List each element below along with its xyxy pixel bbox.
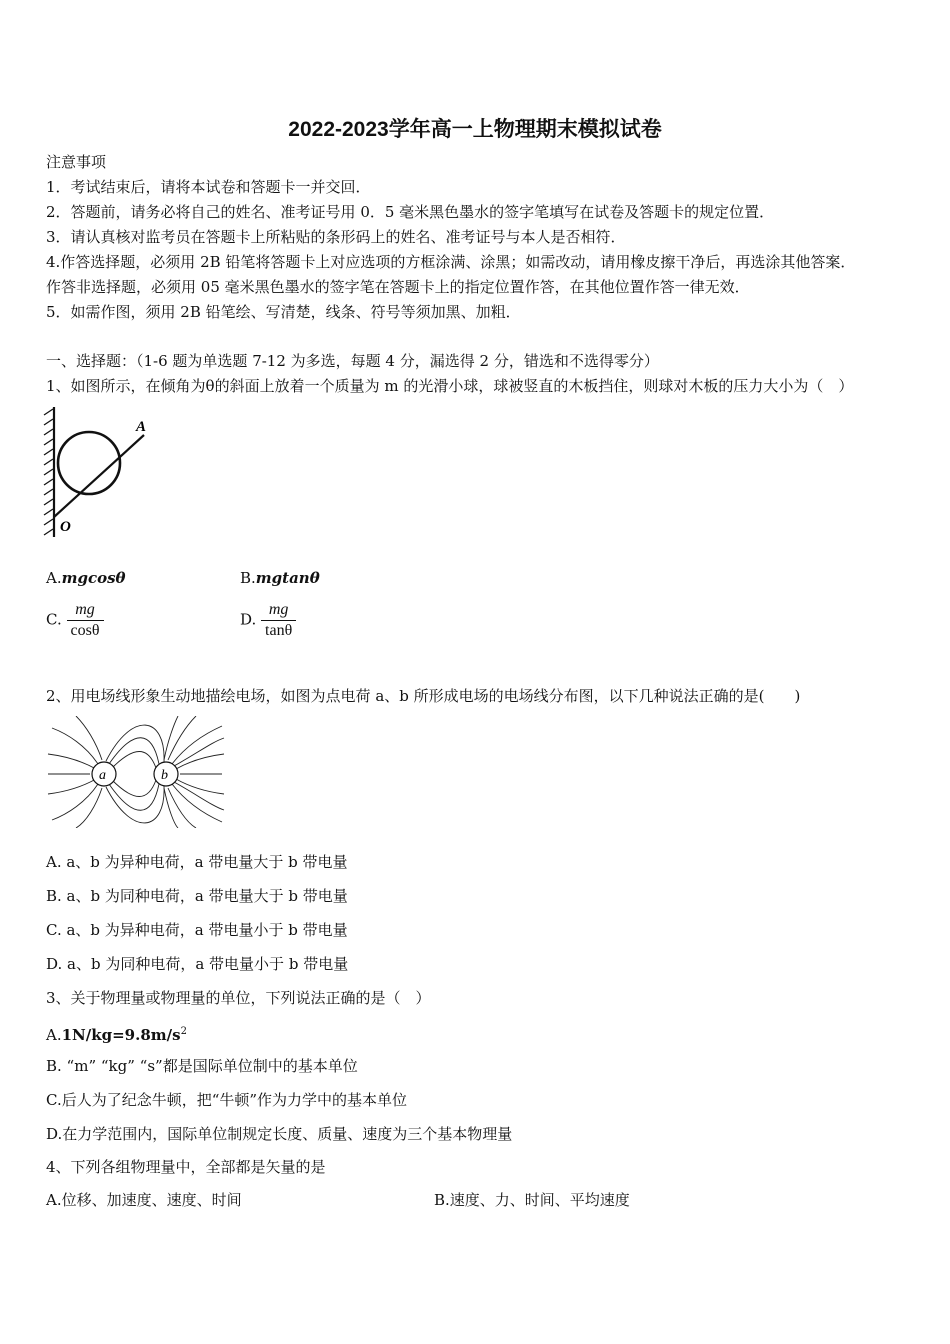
question-4-stem: 4、下列各组物理量中，全部都是矢量的是 — [46, 1158, 326, 1176]
q3-option-a[interactable] — [46, 1022, 187, 1045]
numerator: mg — [67, 600, 104, 621]
incline-ball-figure — [40, 405, 160, 545]
option-prefix: A. — [46, 1026, 62, 1044]
q2-option-b[interactable]: B. a、b 为同种电荷，a 带电量大于 b 带电量 — [46, 887, 348, 905]
charge-a-label: a — [99, 768, 106, 783]
q2-option-a[interactable]: A. a、b 为异种电荷，a 带电量大于 b 带电量 — [46, 853, 348, 871]
q3-option-d[interactable]: D.在力学范围内，国际单位制规定长度、质量、速度为三个基本物理量 — [46, 1125, 513, 1143]
notice-item: 3．请认真核对监考员在答题卡上所粘贴的条形码上的姓名、准考证号与本人是否相符． — [46, 228, 626, 246]
label-a: A — [136, 419, 147, 435]
wall-hatching — [44, 409, 53, 535]
charge-b-label: b — [161, 768, 168, 783]
q4-option-a[interactable]: A.位移、加速度、速度、时间 — [46, 1191, 242, 1209]
q1-option-a[interactable] — [46, 568, 126, 588]
option-prefix: A. — [46, 569, 62, 587]
notice-item: 2．答题前，请务必将自己的姓名、准考证号用 0．5 毫米黑色墨水的签字笔填写在试卷及答题卡的规定位置． — [46, 203, 775, 221]
q1-option-b[interactable] — [240, 568, 320, 588]
section-heading: 一、选择题：（1-6 题为单选题 7-12 为多选，每题 4 分，漏选得 2 分，错选和不选得零分） — [46, 352, 659, 370]
option-text: mgtanθ — [255, 569, 320, 587]
option-text: mgcosθ — [61, 569, 126, 587]
option-text: 1N/kg=9.8m/s — [61, 1026, 181, 1044]
notice-heading: 注意事项 — [46, 153, 107, 171]
page-title: 2022-2023学年高一上物理期末模拟试卷 — [288, 118, 662, 141]
notice-item: 作答非选择题，必须用 05 毫米黑色墨水的签字笔在答题卡上的指定位置作答，在其他位置作答一律无效． — [46, 278, 750, 296]
fraction — [261, 600, 296, 641]
denominator: cosθ — [70, 622, 100, 639]
incline-line — [54, 435, 144, 517]
q3-option-c[interactable]: C.后人为了纪念牛顿，把“牛顿”作为力学中的基本单位 — [46, 1091, 408, 1109]
field-lines — [48, 716, 224, 828]
q1-option-c[interactable] — [46, 600, 104, 641]
notice-item: 5．如需作图，须用 2B 铅笔绘、写清楚，线条、符号等须加黑、加粗． — [46, 303, 521, 321]
fraction — [67, 600, 104, 641]
q4-option-b[interactable]: B.速度、力、时间、平均速度 — [434, 1191, 630, 1209]
question-3-stem: 3、关于物理量或物理量的单位，下列说法正确的是（ ） — [46, 989, 431, 1007]
numerator: mg — [261, 600, 296, 621]
label-o: O — [60, 519, 71, 535]
question-2-stem: 2、用电场线形象生动地描绘电场，如图为点电荷 a、b 所形成电场的电场线分布图，以下几种说法正确的是( ) — [46, 687, 801, 705]
q3-option-b[interactable]: B. “m” “kg” “s”都是国际单位制中的基本单位 — [46, 1057, 358, 1075]
option-prefix: D. — [240, 610, 257, 629]
q2-option-c[interactable]: C. a、b 为异种电荷，a 带电量小于 b 带电量 — [46, 921, 348, 939]
notice-item: 4.作答选择题，必须用 2B 铅笔将答题卡上对应选项的方框涂满、涂黑；如需改动，请用橡皮擦干净后，再选涂其他答案． — [46, 253, 856, 271]
q2-option-d[interactable]: D. a、b 为同种电荷，a 带电量小于 b 带电量 — [46, 955, 349, 973]
q1-option-d[interactable] — [240, 600, 296, 641]
notice-item: 1．考试结束后，请将本试卷和答题卡一并交回． — [46, 178, 371, 196]
option-prefix: C. — [46, 610, 62, 629]
question-1-stem: 1、如图所示，在倾角为θ的斜面上放着一个质量为 m 的光滑小球，球被竖直的木板挡住，则球对木板的压力大小为（ ） — [46, 377, 854, 395]
superscript: 2 — [180, 1026, 187, 1037]
electric-field-figure — [46, 716, 226, 828]
option-prefix: B. — [240, 569, 256, 587]
denominator: tanθ — [265, 622, 293, 639]
